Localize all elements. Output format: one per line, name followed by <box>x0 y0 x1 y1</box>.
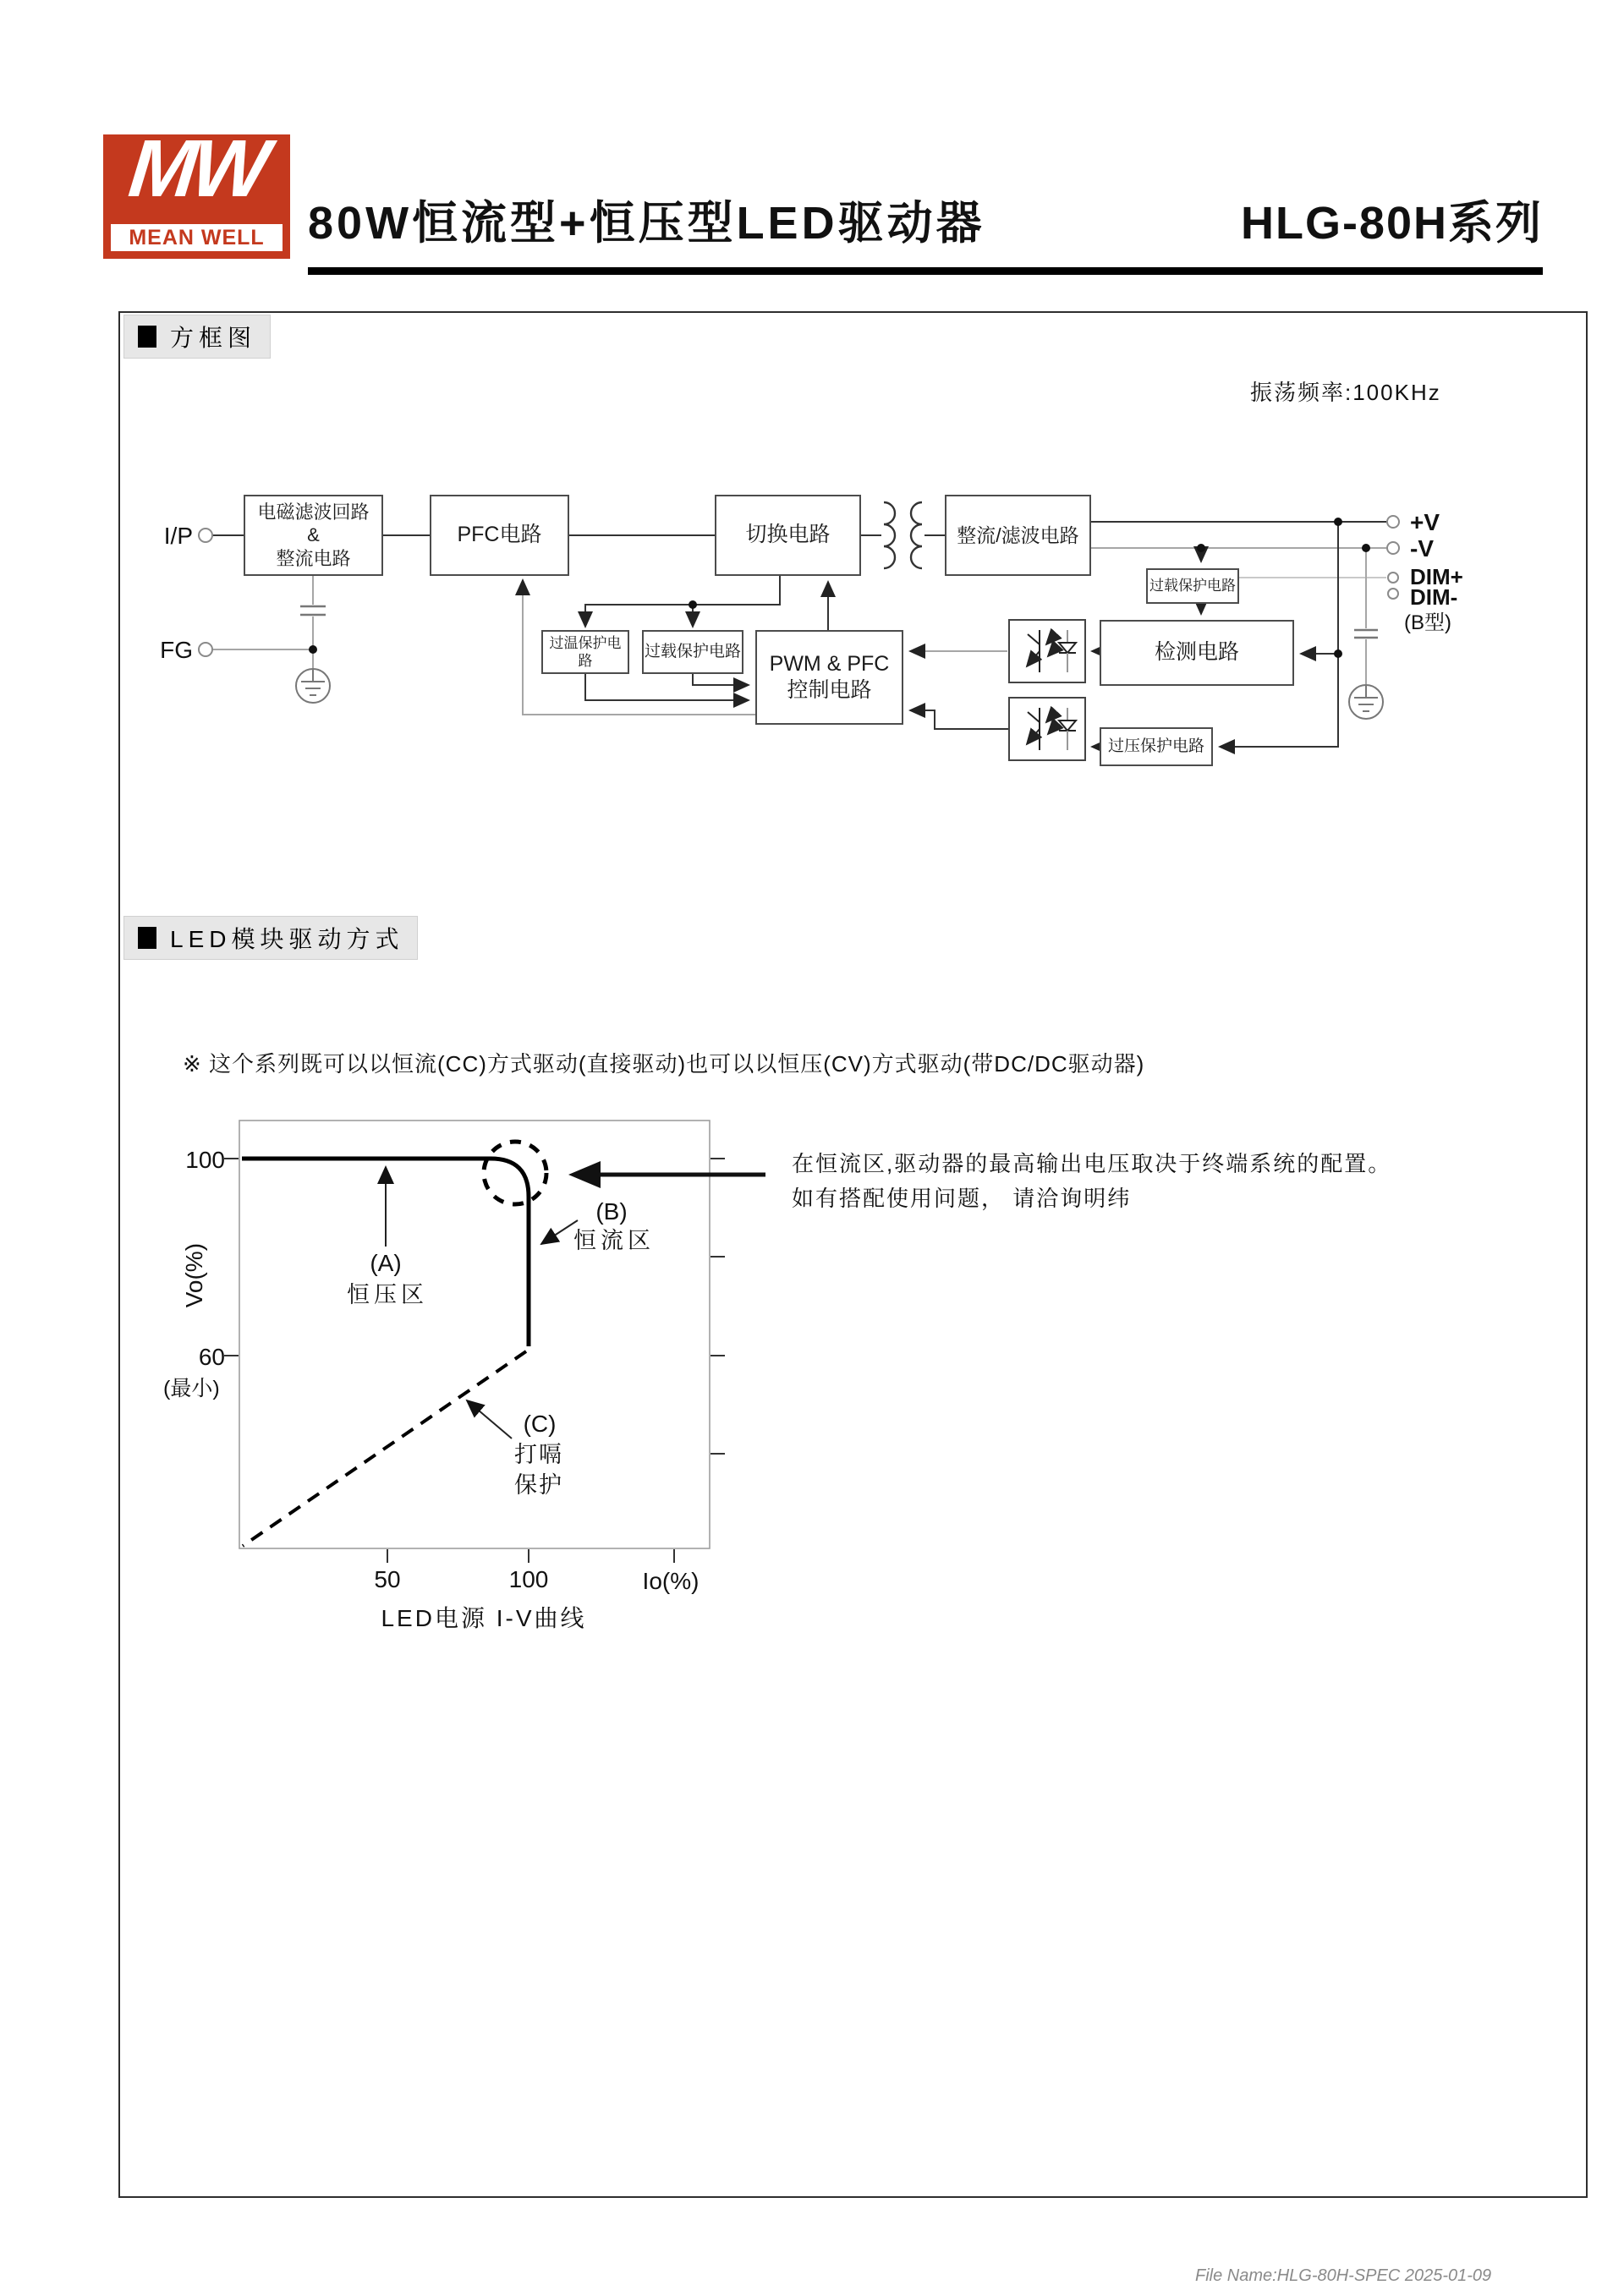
plot-border <box>239 1121 710 1548</box>
region-a-tag: (A) <box>370 1250 402 1276</box>
terminal-dimminus-label: DIM- <box>1410 584 1458 610</box>
y-axis-label: Vo(%) <box>180 1242 207 1308</box>
meanwell-logo <box>103 123 290 259</box>
region-c-name2: 保护 <box>514 1472 563 1498</box>
terminal-dimplus-circle <box>1388 573 1398 583</box>
terminal-dimminus-circle <box>1388 589 1398 599</box>
block-ovp: 过压保护电路 <box>1100 727 1213 766</box>
block-pfc: PFC电路 <box>430 495 569 576</box>
corner-highlight-circle <box>484 1142 546 1204</box>
block-detection: 检测电路 <box>1100 620 1294 686</box>
x-axis-label: Io(%) <box>642 1568 700 1594</box>
section-marker-icon <box>138 326 156 348</box>
section-label: LED模块驱动方式 <box>170 926 404 952</box>
optocoupler-icon-top <box>1009 620 1085 682</box>
iv-curve-chart <box>203 1116 804 1577</box>
terminal-btype-label: (B型) <box>1404 611 1451 634</box>
region-a-name: 恒压区 <box>347 1282 428 1307</box>
terminal-vplus-circle <box>1387 516 1399 528</box>
terminal-vminus-label: -V <box>1410 535 1434 562</box>
block-olp: 过载保护电路 <box>642 630 743 674</box>
block-emi-filter: 电磁滤波回路 & 整流电路 <box>244 495 383 576</box>
chart-caption: LED电源 I-V曲线 <box>381 1605 587 1631</box>
logo-mw-glyph: MW <box>124 123 269 214</box>
terminal-ip-circle <box>199 529 212 542</box>
section-marker-icon <box>138 927 156 949</box>
optocoupler-icon-bottom <box>1009 698 1085 760</box>
ytick-60: 60 <box>198 1344 225 1370</box>
pointer-arrow <box>568 1161 765 1188</box>
terminal-vplus-label: +V <box>1410 509 1440 535</box>
block-otp: 过温保护电路 <box>541 630 629 674</box>
y-capacitor-icon <box>300 606 326 615</box>
file-name: File Name:HLG-80H-SPEC 2025-01-09 <box>1195 2266 1492 2285</box>
earth-ground-icon-right <box>1349 685 1383 719</box>
region-b-name: 恒流区 <box>573 1228 655 1253</box>
region-c-tag: (C) <box>523 1411 557 1437</box>
earth-ground-icon-left <box>296 669 330 703</box>
xtick-100: 100 <box>508 1566 549 1592</box>
ytick-100: 100 <box>185 1147 225 1173</box>
section-header-block-diagram <box>123 315 271 359</box>
terminal-vminus-circle <box>1387 542 1399 554</box>
header-rule <box>308 267 1543 275</box>
terminal-fg-circle <box>199 643 212 656</box>
ytick-60-min: (最小) <box>163 1377 220 1400</box>
transformer-icon <box>884 502 922 568</box>
oscillator-frequency: 振荡频率:100KHz <box>1250 380 1441 405</box>
output-capacitor-icon <box>1354 630 1378 638</box>
xtick-50: 50 <box>374 1566 401 1592</box>
terminal-ip-label: I/P <box>163 523 193 549</box>
axis-ticks <box>224 1159 725 1563</box>
block-rectifier-filter: 整流/滤波电路 <box>945 495 1091 576</box>
cc-region-desc-line1: 在恒流区,驱动器的最高输出电压取决于终端系统的配置。 <box>792 1151 1392 1176</box>
logo-brand-name: MEAN WELL <box>111 224 283 251</box>
section-header-led-drive <box>123 916 418 960</box>
series-name: HLG-80H系列 <box>1240 198 1543 249</box>
curve-dashed-hiccup <box>243 1351 526 1546</box>
region-b-tag: (B) <box>595 1198 628 1225</box>
cc-cv-note: ※ 这个系列既可以以恒流(CC)方式驱动(直接驱动)也可以以恒压(CV)方式驱动(带DC/DC驱动器) <box>183 1051 1145 1077</box>
terminal-dimplus-label: DIM+ <box>1410 564 1463 589</box>
page-title: 80W恒流型+恒压型LED驱动器 <box>308 198 985 249</box>
cc-region-desc-line2: 如有搭配使用问题， 请洽询明纬 <box>792 1186 1132 1211</box>
region-c-name1: 打嗝 <box>514 1442 563 1467</box>
section-label: 方框图 <box>170 325 257 351</box>
block-pwm-pfc-control: PWM & PFC 控制电路 <box>755 630 903 725</box>
terminal-fg-label: FG <box>160 637 193 663</box>
block-olp-secondary: 过载保护电路 <box>1146 568 1239 604</box>
block-switching: 切换电路 <box>715 495 861 576</box>
